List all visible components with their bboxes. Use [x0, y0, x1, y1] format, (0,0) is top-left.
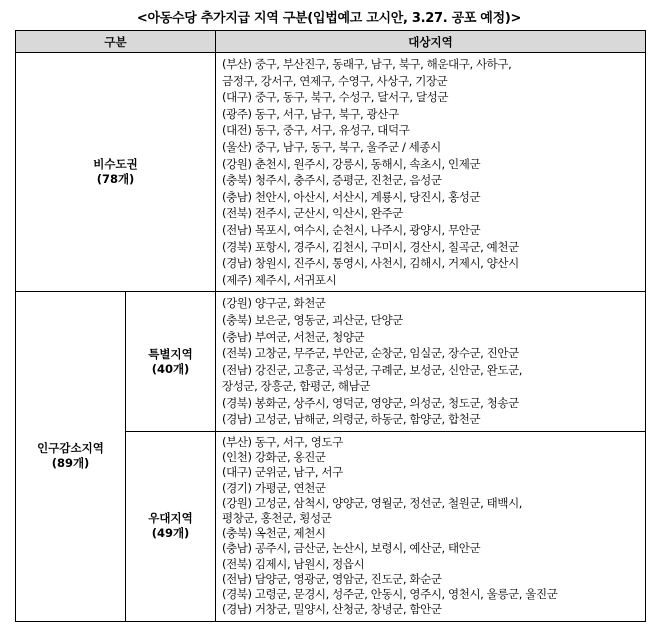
preferential-region-label: 우대지역 [148, 511, 193, 526]
non-capital-cell [16, 53, 216, 292]
region-line: (광주) 동구, 서구, 남구, 북구, 광산구 [222, 106, 399, 121]
preferential-region-cell [126, 432, 216, 621]
region-line: (경북) 고령군, 문경시, 성주군, 안동시, 영주시, 영천시, 울릉군, 울진군 [222, 587, 558, 602]
region-line: 평창군, 홍천군, 횡성군 [222, 511, 332, 526]
non-capital-regions [216, 53, 646, 292]
region-line: 금정구, 강서구, 연제구, 수영구, 사상구, 기장군 [222, 73, 448, 88]
region-line: (강원) 고성군, 삼척시, 양양군, 영월군, 정선군, 철원군, 태백시, [222, 495, 523, 510]
region-line: (충북) 보은군, 영동군, 괴산군, 단양군 [222, 312, 403, 327]
non-capital-count: (78개) [96, 172, 135, 187]
region-line: (충남) 부여군, 서천군, 청양군 [222, 329, 365, 344]
region-line: (경기) 가평군, 연천군 [222, 480, 326, 495]
region-line: (충북) 청주시, 충주시, 증평군, 진천군, 음성군 [222, 173, 442, 188]
region-line: (전남) 담양군, 영광군, 영암군, 진도군, 화순군 [222, 571, 442, 586]
region-line: (대전) 동구, 중구, 서구, 유성구, 대덕구 [222, 123, 410, 138]
region-line: (경북) 봉화군, 상주시, 영덕군, 영양군, 의성군, 청도군, 청송군 [222, 395, 519, 410]
region-line: (충남) 공주시, 금산군, 논산시, 보령시, 예산군, 태안군 [222, 541, 481, 556]
table-header-row [16, 31, 646, 53]
region-line: (경북) 포항시, 경주시, 김천시, 구미시, 경산시, 칠곡군, 예천군 [222, 239, 519, 254]
region-line: (전남) 목포시, 여수시, 순천시, 나주시, 광양시, 무안군 [222, 222, 481, 237]
region-line: (전남) 강진군, 고흥군, 곡성군, 구례군, 보성군, 신안군, 완도군, [222, 362, 523, 377]
region-line: (전북) 김제시, 남원시, 정읍시 [222, 556, 365, 571]
preferential-region-list [216, 432, 646, 621]
special-region-cell [126, 292, 216, 432]
non-capital-row [16, 53, 646, 292]
region-line: (대구) 중구, 동구, 북구, 수성구, 달서구, 달성군 [222, 90, 449, 105]
region-line: (전북) 고창군, 무주군, 부안군, 순창군, 임실군, 장수군, 진안군 [222, 346, 519, 361]
region-line: (울산) 중구, 남구, 동구, 북구, 울주군 / 세종시 [222, 139, 441, 154]
region-line: (제주) 제주시, 서귀포시 [222, 272, 337, 287]
region-line: (경남) 창원시, 진주시, 통영시, 사천시, 김해시, 거제시, 양산시 [222, 256, 519, 271]
region-line: (강원) 춘천시, 원주시, 강릉시, 동해시, 속초시, 인제군 [222, 156, 481, 171]
region-line: (인천) 강화군, 옹진군 [222, 450, 326, 465]
region-line: 장성군, 장흥군, 함평군, 해남군 [222, 379, 371, 394]
header-category: 구분 [16, 31, 216, 53]
preferential-region-count: (49개) [151, 526, 190, 541]
region-line: (전북) 전주시, 군산시, 익산시, 완주군 [222, 206, 403, 221]
region-line: (대구) 군위군, 남구, 서구 [222, 465, 343, 480]
special-region-row [16, 292, 646, 432]
region-table [15, 30, 646, 622]
region-line: (충북) 옥천군, 제천시 [222, 526, 326, 541]
region-line: (충남) 천안시, 아산시, 서산시, 계룡시, 당진시, 홍성군 [222, 189, 481, 204]
region-line: (강원) 양구군, 화천군 [222, 296, 326, 311]
region-line: (경남) 고성군, 남해군, 의령군, 하동군, 함양군, 합천군 [222, 412, 481, 427]
region-line: (부산) 동구, 서구, 영도구 [222, 435, 343, 450]
special-region-label: 특별지역 [148, 346, 193, 361]
special-region-count: (40개) [151, 361, 190, 376]
population-decline-label: 인구감소지역 [37, 441, 104, 456]
document-title: <아동수당 추가지급 지역 구분(입법예고 고시안, 3.27. 공포 예정)> [136, 11, 522, 26]
header-target: 대상지역 [216, 31, 646, 53]
population-decline-count: (89개) [51, 456, 90, 471]
special-region-list [216, 292, 646, 432]
population-decline-cell [16, 292, 126, 621]
region-line: (경남) 거창군, 밀양시, 산청군, 창녕군, 함안군 [222, 602, 442, 617]
non-capital-label: 비수도권 [93, 157, 138, 172]
region-line: (부산) 중구, 부산진구, 동래구, 남구, 북구, 해운대구, 사하구, [222, 57, 512, 71]
